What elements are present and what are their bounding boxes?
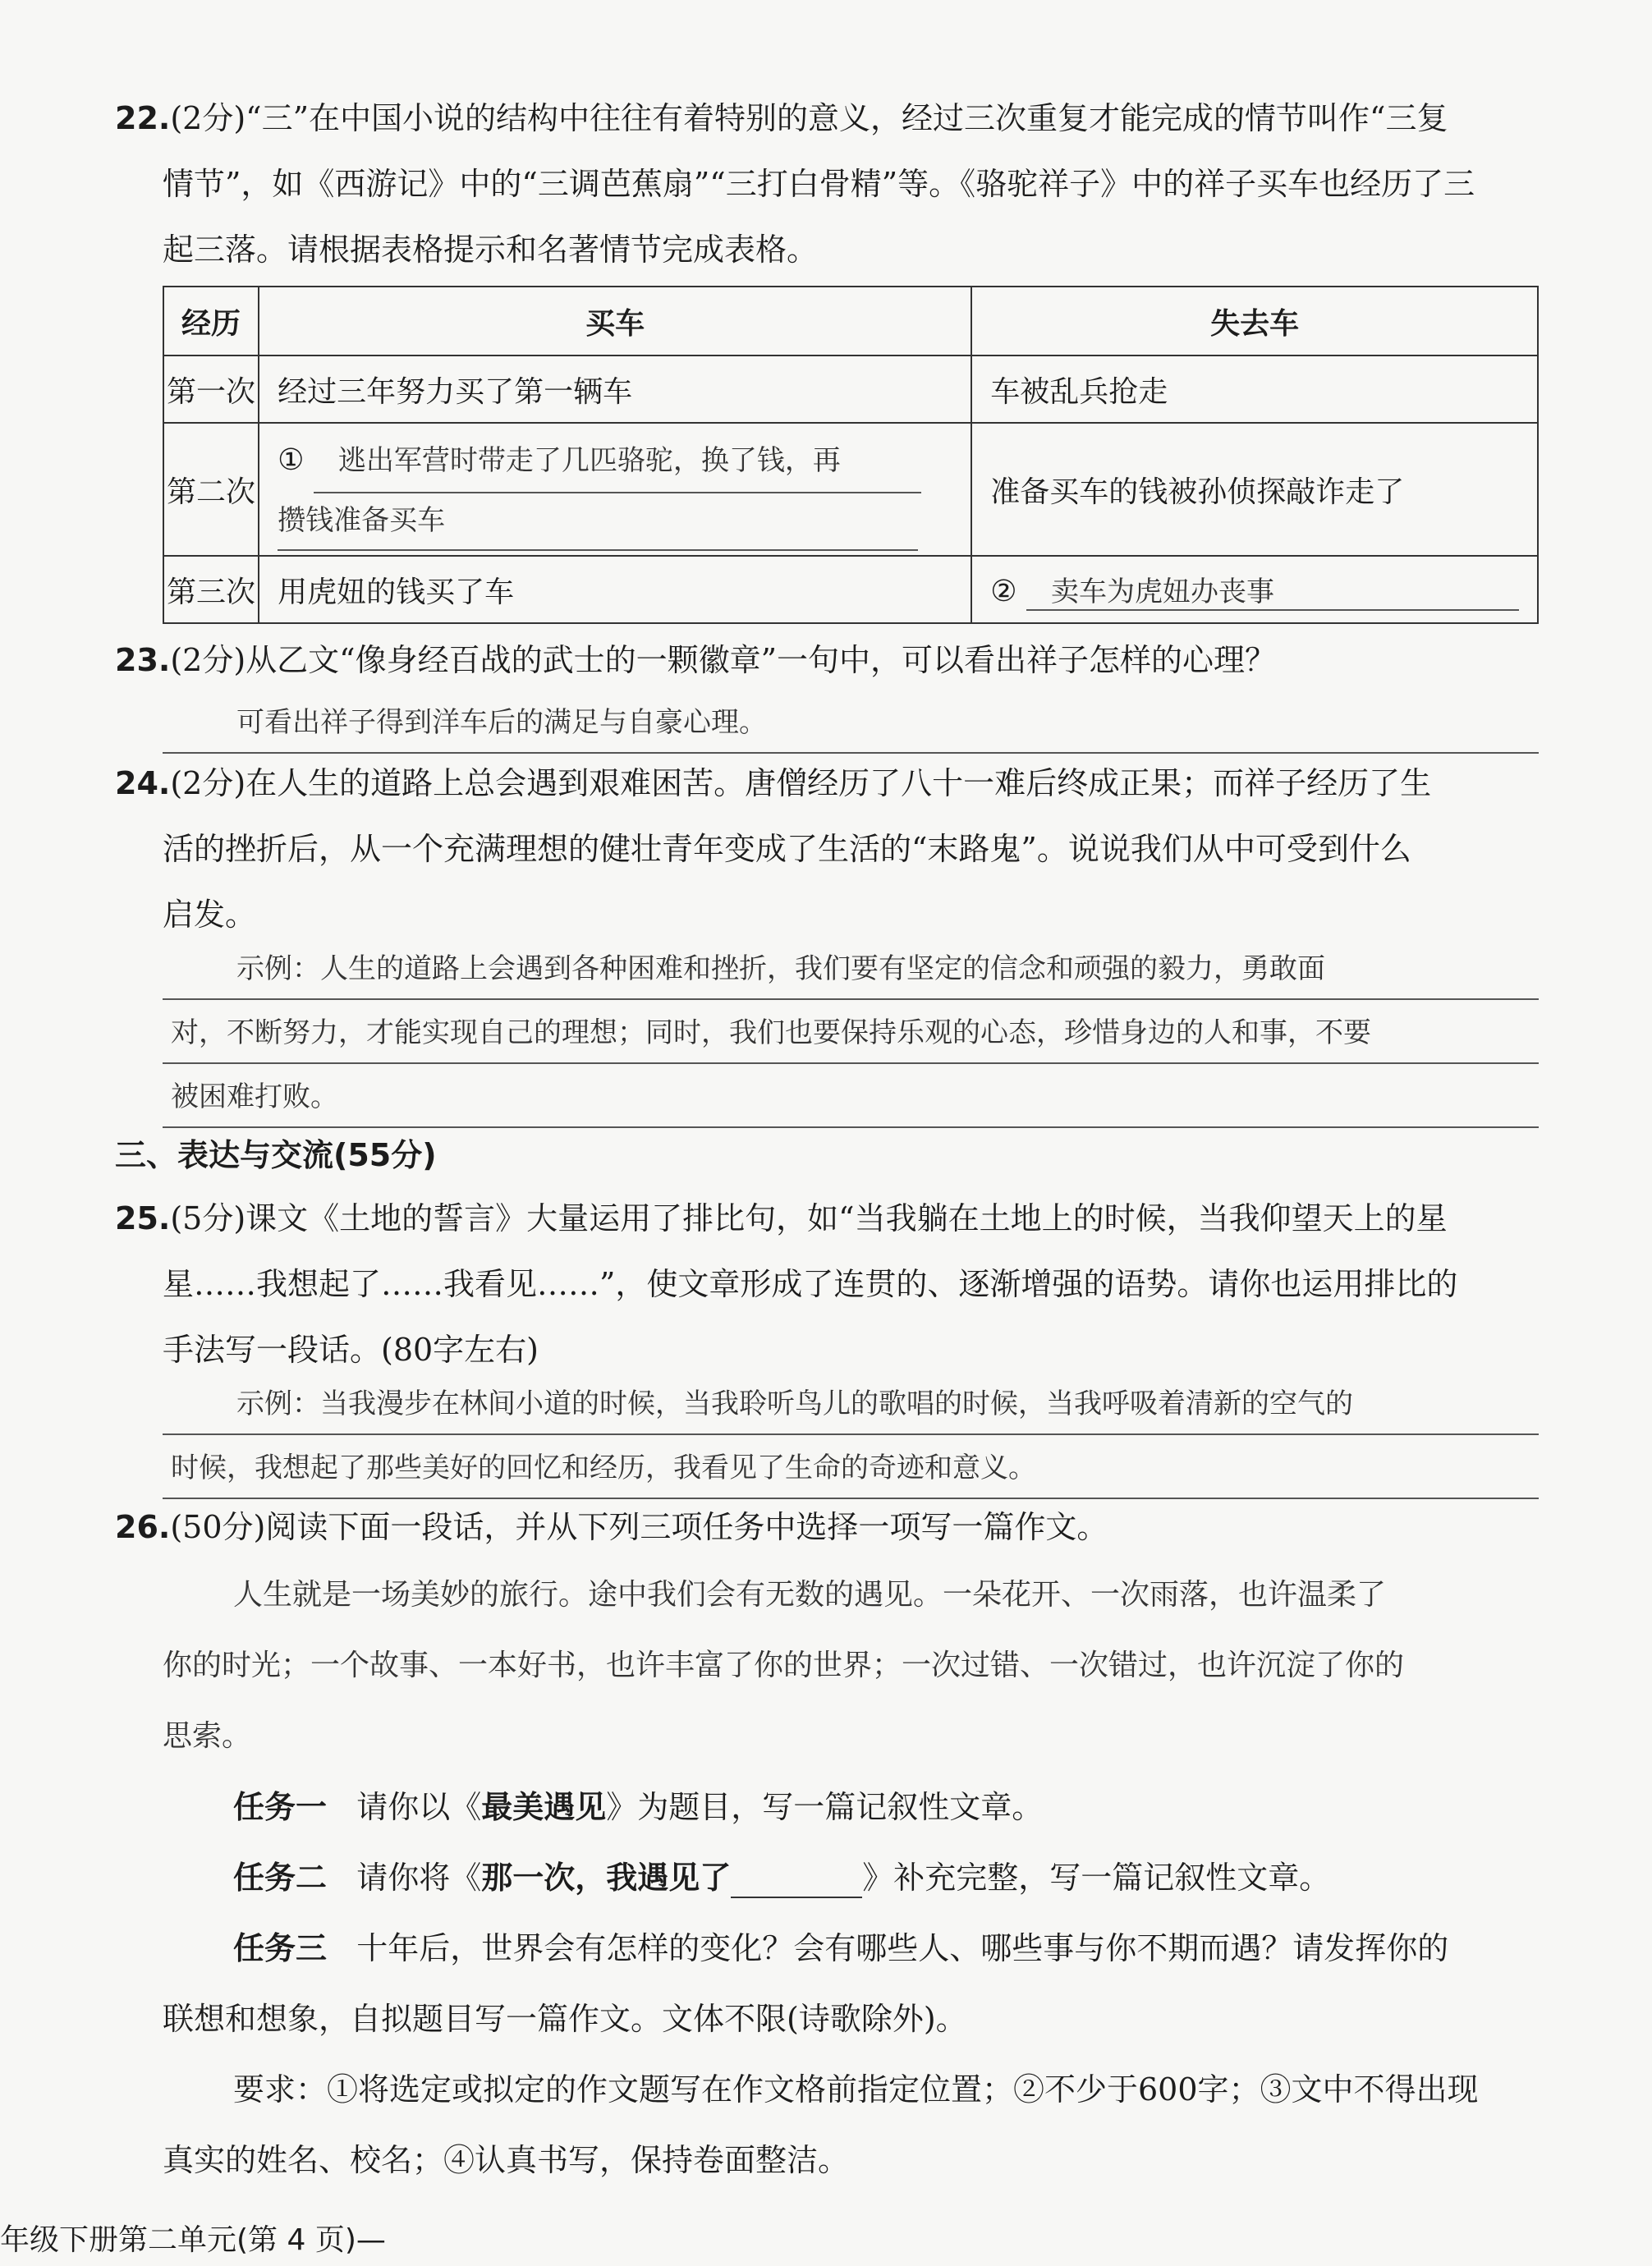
task-title: 那一次，我遇见了 bbox=[481, 1860, 732, 1896]
row-label: 第二次 bbox=[163, 423, 259, 556]
table-row bbox=[163, 355, 1538, 423]
task-text: 十年后，世界会有怎样的变化？会有哪些人、哪些事与你不期而遇？请发挥你的 bbox=[356, 1930, 1449, 1966]
answer-25 bbox=[163, 1371, 1539, 1499]
table-cell bbox=[259, 423, 971, 556]
question-24 bbox=[115, 750, 1539, 947]
question-text: 星……我想起了……我看见……”，使文章形成了连贯的、逐渐增强的语势。请你也运用排比的 bbox=[163, 1266, 1458, 1302]
title-blank bbox=[731, 1864, 862, 1898]
question-number: 24. bbox=[115, 765, 171, 801]
answer-mark: ① bbox=[278, 443, 305, 477]
answer-blank: 攒钱准备买车 bbox=[278, 492, 918, 551]
task-text: 请你以《 bbox=[356, 1789, 482, 1825]
question-text: (2分)在人生的道路上总会遇到艰难困苦。唐僧经历了八十一难后终成正果；而祥子经历了生 bbox=[170, 765, 1432, 801]
answer-line: 示例：人生的道路上会遇到各种困难和挫折，我们要有坚定的信念和顽强的毅力，勇敢面 bbox=[163, 936, 1539, 1000]
answer-blank: 逃出军营时带走了几匹骆驼，换了钱，再 bbox=[314, 429, 921, 493]
answer-blank: 卖车为虎妞办丧事 bbox=[1026, 569, 1519, 611]
answer-line: 时候，我想起了那些美好的回忆和经历，我看见了生命的奇迹和意义。 bbox=[163, 1435, 1539, 1499]
table-header: 经历 bbox=[163, 287, 259, 355]
plot-table bbox=[163, 286, 1539, 624]
task-label: 任务三 bbox=[233, 1930, 328, 1966]
section-heading: 三、表达与交流(55分) bbox=[115, 1137, 437, 1173]
prompt-paragraph: 你的时光；一个故事、一本好书，也许丰富了你的世界；一次过错、一次错过，也许沉淀了你的 bbox=[163, 1649, 1405, 1682]
task-label: 任务二 bbox=[233, 1860, 328, 1896]
question-number: 25. bbox=[115, 1200, 171, 1236]
table-row bbox=[163, 556, 1538, 623]
answer-line: 对，不断努力，才能实现自己的理想；同时，我们也要保持乐观的心态，珍惜身边的人和事，不要 bbox=[163, 1000, 1539, 1064]
task-label: 任务一 bbox=[233, 1789, 328, 1825]
table-cell: 经过三年努力买了第一辆车 bbox=[259, 355, 971, 423]
answer-23 bbox=[163, 690, 1539, 754]
task-3 bbox=[163, 1913, 1539, 1984]
row-label: 第三次 bbox=[163, 556, 259, 623]
page-footer: 年级下册第二单元(第 4 页)— bbox=[0, 2223, 386, 2257]
table-header: 买车 bbox=[259, 287, 971, 355]
task-2 bbox=[163, 1842, 1539, 1913]
table-cell: 准备买车的钱被孙侦探敲诈走了 bbox=[971, 423, 1538, 556]
question-26 bbox=[115, 1494, 1539, 1560]
task-text: 》为题目，写一篇记叙性文章。 bbox=[606, 1789, 1044, 1825]
answer-line: 可看出祥子得到洋车后的满足与自豪心理。 bbox=[163, 690, 1539, 754]
question-number: 23. bbox=[115, 642, 171, 678]
task-title: 最美遇见 bbox=[481, 1789, 607, 1825]
table-header: 失去车 bbox=[971, 287, 1538, 355]
task-text: 请你将《 bbox=[356, 1860, 482, 1896]
essay-prompt bbox=[163, 1560, 1539, 2195]
question-25 bbox=[115, 1186, 1539, 1383]
answer-line: 被困难打败。 bbox=[163, 1064, 1539, 1128]
row-label: 第一次 bbox=[163, 355, 259, 423]
answer-line: 示例：当我漫步在林间小道的时候，当我聆听鸟儿的歌唱的时候，当我呼吸着清新的空气的 bbox=[163, 1371, 1539, 1435]
question-text: 活的挫折后，从一个充满理想的健壮青年变成了生活的“末路鬼”。说说我们从中可受到什么 bbox=[163, 831, 1411, 867]
question-text: 启发。 bbox=[163, 897, 257, 933]
table-row bbox=[163, 423, 1538, 556]
task-text: 》补充完整，写一篇记叙性文章。 bbox=[862, 1860, 1331, 1896]
question-text: (2分)“三”在中国小说的结构中往往有着特别的意义，经过三次重复才能完成的情节叫作“三复 bbox=[170, 100, 1448, 136]
table-cell: 用虎妞的钱买了车 bbox=[259, 556, 971, 623]
question-text: (50分)阅读下面一段话，并从下列三项任务中选择一项写一篇作文。 bbox=[170, 1509, 1108, 1545]
question-22 bbox=[115, 85, 1539, 282]
task-text: 联想和想象，自拟题目写一篇作文。文体不限(诗歌除外)。 bbox=[163, 2001, 967, 2037]
answer-mark: ② bbox=[990, 574, 1017, 608]
question-text: 手法写一段话。(80字左右) bbox=[163, 1332, 539, 1368]
question-text: 起三落。请根据表格提示和名著情节完成表格。 bbox=[163, 232, 819, 268]
answer-24 bbox=[163, 936, 1539, 1128]
task-1 bbox=[163, 1772, 1539, 1842]
table-cell bbox=[971, 556, 1538, 623]
question-number: 26. bbox=[115, 1509, 171, 1545]
question-text: 情节”，如《西游记》中的“三调芭蕉扇”“三打白骨精”等。《骆驼祥子》中的祥子买车也经历了三 bbox=[163, 166, 1475, 202]
requirements: 真实的姓名、校名；④认真书写，保持卷面整洁。 bbox=[163, 2142, 850, 2178]
question-text: (5分)课文《土地的誓言》大量运用了排比句，如“当我躺在土地上的时候，当我仰望天上的星 bbox=[170, 1200, 1448, 1236]
question-number: 22. bbox=[115, 100, 171, 136]
table-cell: 车被乱兵抢走 bbox=[971, 355, 1538, 423]
prompt-paragraph: 思索。 bbox=[163, 1719, 252, 1753]
requirements: 要求：①将选定或拟定的作文题写在作文格前指定位置；②不少于600字；③文中不得出现 bbox=[233, 2071, 1479, 2108]
question-text: (2分)从乙文“像身经百战的武士的一颗徽章”一句中，可以看出祥子怎样的心理？ bbox=[170, 642, 1277, 678]
prompt-paragraph: 人生就是一场美妙的旅行。途中我们会有无数的遇见。一朵花开、一次雨落，也许温柔了 bbox=[233, 1578, 1387, 1612]
question-23 bbox=[115, 627, 1539, 693]
